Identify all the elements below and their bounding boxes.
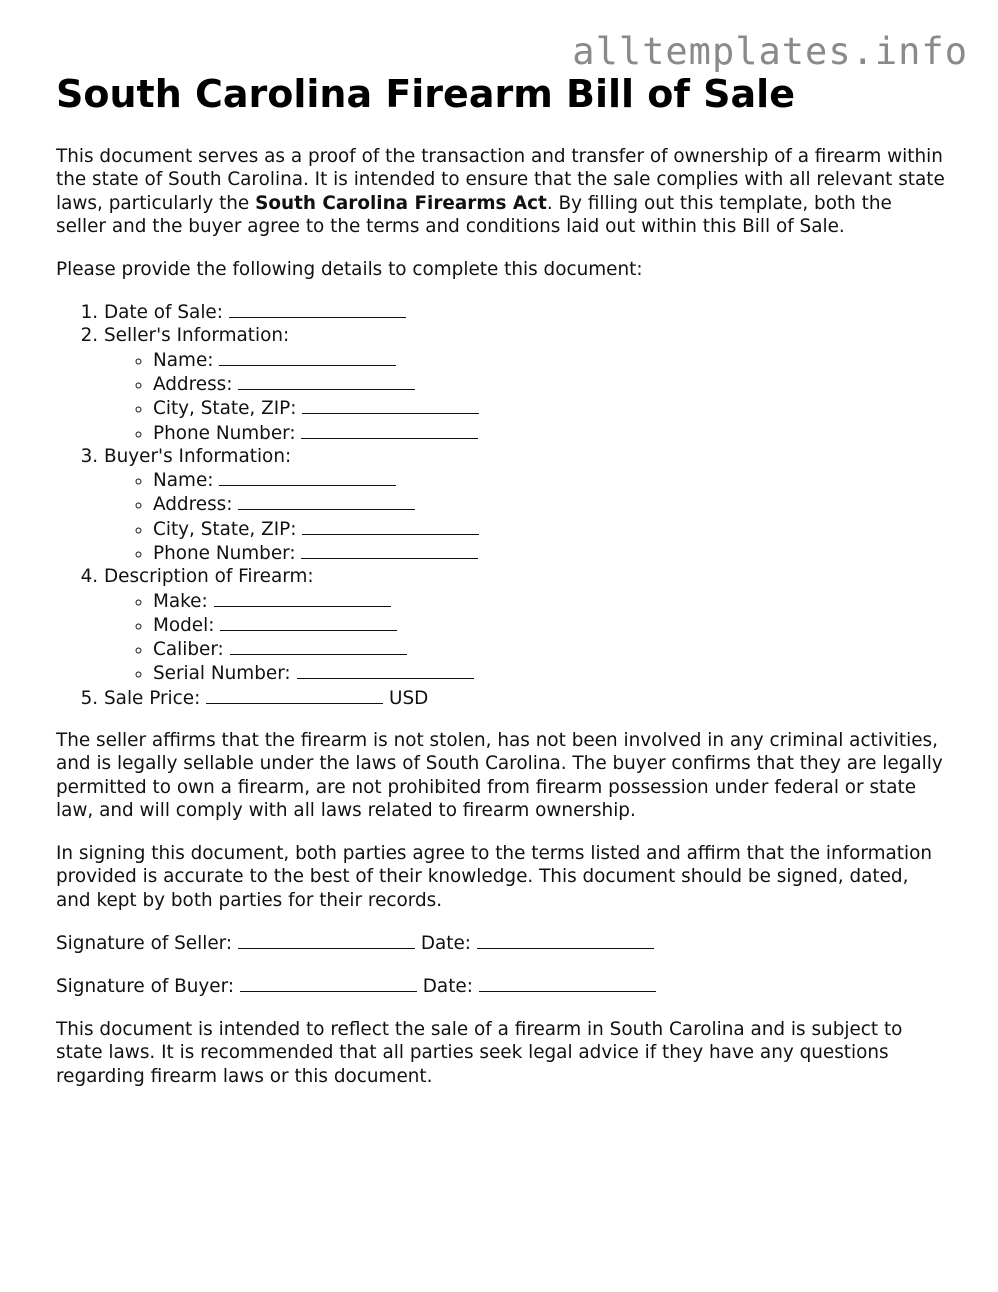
seller-city-label: City, State, ZIP: [153, 398, 297, 420]
firearm-serial-item [153, 661, 946, 685]
seller-phone-label: Phone Number: [153, 422, 296, 444]
agreement-paragraph: In signing this document, both parties agree to the terms listed and affirm that the information provided is accurate to the best of their knowledge. This document should be signed, dated, and kept by both parties for their records. [56, 842, 933, 911]
list-item-firearm-description [104, 565, 946, 685]
buyer-city-label: City, State, ZIP: [153, 518, 297, 540]
list-item-date-of-sale [104, 300, 946, 324]
firearm-serial-field[interactable] [297, 661, 474, 679]
firearm-caliber-field[interactable] [230, 637, 407, 655]
date-of-sale-field[interactable] [229, 300, 406, 318]
buyer-name-item [153, 468, 946, 492]
currency-label: USD [389, 687, 429, 709]
firearm-fields [104, 589, 946, 686]
buyer-date-field[interactable] [479, 974, 656, 992]
details-list [56, 300, 946, 710]
seller-city-item [153, 396, 946, 420]
buyer-address-field[interactable] [238, 492, 415, 510]
seller-city-field[interactable] [302, 396, 479, 414]
seller-signature-label: Signature of Seller: [56, 932, 233, 954]
act-name: South Carolina Firearms Act [255, 192, 547, 214]
buyer-signature-line [56, 974, 946, 998]
intro-text-2: . By filling out this template, both the seller and the buyer agree to the terms and conditions laid out within this Bill of Sale. [56, 192, 892, 238]
firearm-serial-label: Serial Number: [153, 663, 291, 685]
list-item-buyer-info [104, 445, 946, 565]
firearm-caliber-item [153, 637, 946, 661]
details-prompt: Please provide the following details to complete this document: [56, 258, 643, 280]
watermark-text: alltemplates.info [572, 30, 968, 73]
seller-phone-item [153, 421, 946, 445]
seller-phone-field[interactable] [301, 421, 478, 439]
firearm-make-label: Make: [153, 590, 208, 612]
buyer-address-item [153, 492, 946, 516]
seller-signature-line [56, 931, 946, 955]
seller-info-label: Seller's Information: [104, 325, 290, 347]
buyer-fields [104, 468, 946, 565]
seller-date-field[interactable] [477, 931, 654, 949]
sale-price-label: Sale Price: [104, 687, 201, 709]
date-of-sale-label: Date of Sale: [104, 302, 223, 324]
document-page [56, 70, 946, 1088]
firearm-caliber-label: Caliber: [153, 639, 224, 661]
firearm-make-field[interactable] [214, 589, 391, 607]
list-item-seller-info [104, 324, 946, 444]
buyer-phone-label: Phone Number: [153, 543, 296, 564]
firearm-make-item [153, 589, 946, 613]
buyer-address-label: Address: [153, 494, 233, 516]
buyer-phone-item [153, 541, 946, 565]
buyer-city-item [153, 517, 946, 541]
firearm-description-label: Description of Firearm: [104, 566, 314, 588]
buyer-info-label: Buyer's Information: [104, 445, 292, 467]
buyer-date-label: Date: [422, 976, 473, 998]
buyer-name-label: Name: [153, 470, 214, 492]
seller-name-label: Name: [153, 349, 214, 371]
buyer-signature-field[interactable] [240, 974, 417, 992]
buyer-signature-label: Signature of Buyer: [56, 976, 235, 998]
intro-paragraph [56, 145, 946, 239]
sale-price-field[interactable] [206, 686, 383, 704]
seller-name-field[interactable] [219, 348, 396, 366]
firearm-model-label: Model: [153, 614, 215, 636]
firearm-model-item [153, 613, 946, 637]
seller-date-label: Date: [420, 932, 471, 954]
closing-paragraph: This document is intended to reflect the sale of a firearm in South Carolina and is subject to state laws. It is recommended that all parties seek legal advice if they have any questions regarding firearm laws or this document. [56, 1018, 903, 1087]
seller-address-field[interactable] [238, 372, 415, 390]
seller-name-item [153, 348, 946, 372]
document-title: South Carolina Firearm Bill of Sale [56, 72, 795, 116]
firearm-model-field[interactable] [220, 613, 397, 631]
buyer-city-field[interactable] [302, 517, 479, 535]
buyer-phone-field[interactable] [301, 541, 478, 559]
affirmation-paragraph: The seller affirms that the firearm is not stolen, has not been involved in any criminal activities, and is legally sellable under the laws of South Carolina. The buyer confirms that they are legally permitted to own a firearm, are not prohibited from firearm possession under federal or state law, and will comply with all laws related to firearm ownership. [56, 730, 943, 822]
list-item-sale-price [104, 686, 946, 710]
seller-address-label: Address: [153, 373, 233, 395]
seller-fields [104, 348, 946, 445]
seller-signature-field[interactable] [238, 931, 415, 949]
seller-address-item [153, 372, 946, 396]
buyer-name-field[interactable] [219, 468, 396, 486]
intro-text-1: This document serves as a proof of the transaction and transfer of ownership of a firearm within the state of South Carolina. It is intended to ensure that the sale complies with all relevant state laws, particularly the [56, 146, 945, 214]
